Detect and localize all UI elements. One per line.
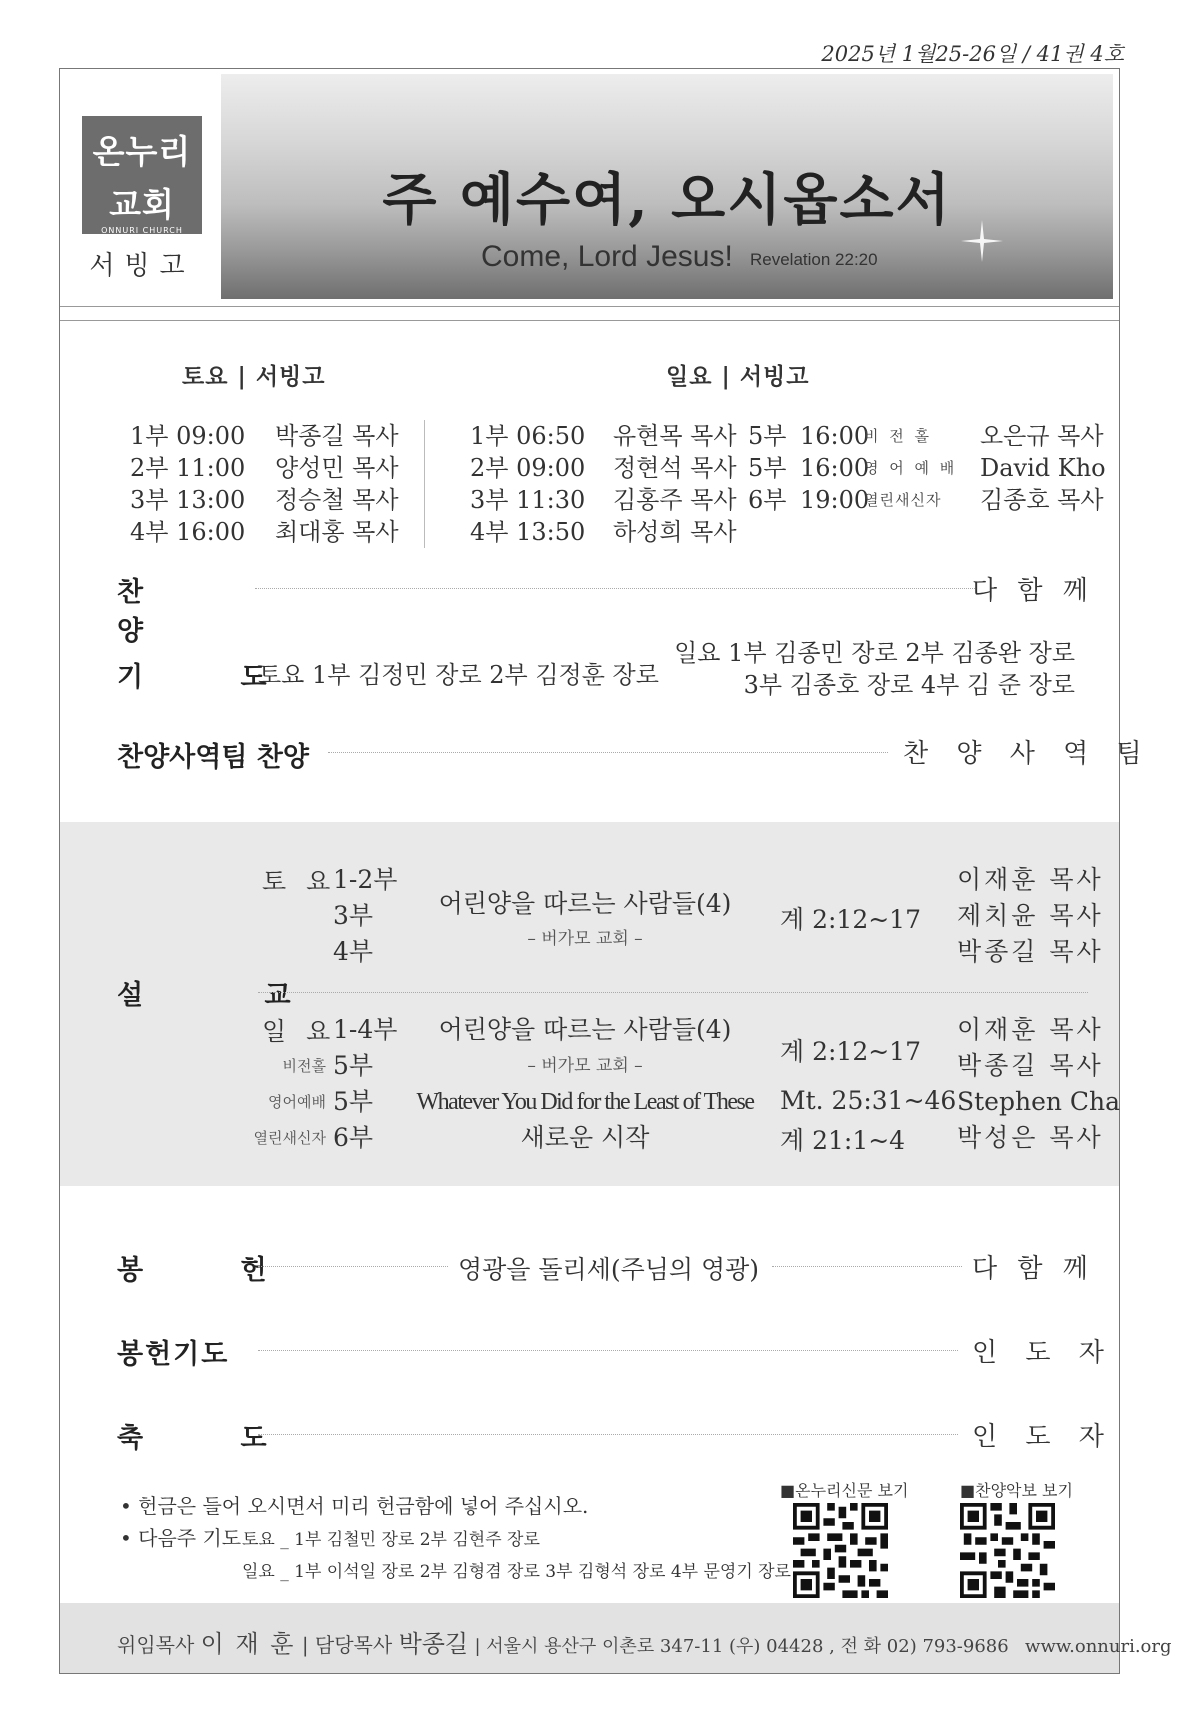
next-prayer-label: • 다음주 기도 [120,1526,242,1550]
sat-pastor: 박종길 목사 [275,422,399,450]
banner-title: 주 예수여, 오시옵소서 [382,167,952,233]
benediction-leader [258,1434,958,1435]
sun-sermon-pastor: Stephen Cha [957,1087,1121,1116]
english-sermon-title: Whatever You Did for the Least of These [416,1089,754,1115]
sun-extra-pastor: 김종호 목사 [980,486,1104,514]
sun-sermon-ref: 계 2:12~17 [780,1037,921,1066]
sun-extra-parts [748,420,786,516]
offering-leader-right [772,1266,962,1267]
sat-sermon-pastor: 박종길 목사 [957,937,1104,966]
benediction-label: 축 도 [117,1423,311,1454]
sat-time: 4부 16:00 [130,518,246,546]
sun-extra-pastor: 오은규 목사 [980,422,1104,450]
prayer-sat: 토요 1부 김정민 장로 2부 김정훈 장로 [258,661,659,689]
sun-time: 2부 09:00 [470,454,586,482]
sun-extra-pastor: David Kho [980,454,1106,482]
newspaper-qr-icon[interactable] [793,1503,888,1598]
sat-sermon-pastor: 제치윤 목사 [957,901,1104,930]
sun-sermon-pastor: 박종길 목사 [957,1051,1104,1080]
prayer-label: 기 도 [117,662,311,693]
sun-sermon-titles [400,1012,770,1156]
sat-pastors [275,420,399,548]
english-sermon-ref: Mt. 25:31~46 [780,1086,957,1115]
offering-label: 봉 헌 [117,1255,311,1286]
sat-parts [333,862,397,970]
church-website[interactable]: www.onnuri.org [1025,1636,1172,1657]
church-logo [82,116,202,234]
praise-label: 찬 양 [117,577,188,647]
banner-english: Come, Lord Jesus! [481,240,733,273]
location-label: 서빙고 [89,251,195,281]
sun-times [470,420,585,548]
sun-sermon-pastor: 박성은 목사 [957,1123,1104,1152]
sun-pastor: 유현목 목사 [613,422,737,450]
sun-extra-part: 5부 [748,422,787,450]
sparkle-icon [959,218,1005,264]
lead-pastor-name: 박종길 [398,1630,469,1658]
senior-pastor-label: 위임목사 [117,1633,195,1657]
header-divider [60,306,1119,307]
sat-pastor: 정승철 목사 [275,486,399,514]
footer-info [117,1624,1172,1659]
sun-extra-venues [864,420,957,516]
sun-extra-venue: 비 전 홀 [864,427,933,445]
next-prayer-sun: 일요 _ 1부 이석일 장로 2부 김형겸 장로 3부 김형석 장로 4부 문영기 장로 [242,1562,791,1582]
sat-time: 3부 13:00 [130,486,246,514]
issue-date: 2025년 1월25-26일 / 41권 4호 [821,42,1124,66]
sun-sermon-pastor: 이재훈 목사 [957,1015,1104,1044]
sat-times [130,420,245,548]
sun-time: 4부 13:50 [470,518,586,546]
sun-extra-part: 6부 [748,486,787,514]
logo-line2: 교회 [109,185,175,224]
sheetmusic-qr-icon[interactable] [960,1503,1055,1598]
banner-reference: Revelation 22:20 [750,250,878,269]
sun-venue: 열린새신자 [253,1129,326,1147]
church-address: | 서울시 용산구 이촌로 347-11 (우) 04428 , 전 화 02) 793-9686 [474,1636,1009,1657]
sun-pastor: 하성희 목사 [613,518,737,546]
sun-part: 5부 [333,1087,374,1116]
sun-venue [230,1012,326,1048]
sun-parts [333,1012,397,1156]
offering-leader-left [258,1266,448,1267]
prayer-sun2: 3부 김종호 장로 4부 김 준 장로 [743,671,1075,699]
sat-time: 2부 11:00 [130,454,246,482]
sat-part: 4부 [333,937,374,966]
sun-sermon-subtitle: – 버가모 교회 – [527,1056,643,1076]
sun-pastors [613,420,737,548]
senior-pastor-name: 이 재 훈 [200,1630,296,1658]
sun-extra-venue: 영 어 예 배 [864,459,958,477]
sun-extra-time: 16:00 [800,454,870,482]
new-believer-sermon-title: 새로운 시작 [520,1123,650,1152]
sun-sermon-pastors [957,1012,1120,1156]
new-believer-sermon-ref: 계 21:1~4 [780,1126,906,1155]
sun-sermon-title: 어린양을 따르는 사람들(4) [438,1015,732,1044]
sat-sermon-subtitle: – 버가모 교회 – [527,929,643,949]
sat-part: 3부 [333,901,374,930]
theme-banner [221,74,1113,299]
next-prayer-sat: 토요 _ 1부 김철민 장로 2부 김현주 장로 [242,1530,540,1550]
sun-day: 일 요 [262,1017,337,1046]
newspaper-qr-label: ■온누리신문 보기 [780,1481,909,1500]
sun-venues [230,1012,326,1156]
offering-prayer-right: 인 도 자 [972,1338,1114,1368]
sat-part: 1-2부 [333,865,398,894]
sun-time: 3부 11:30 [470,486,586,514]
sun-venue: 비전홀 [282,1057,326,1075]
lead-pastor-label: | 담당목사 [301,1633,393,1657]
sat-sermon-pastors [957,862,1104,970]
prayer-sun1: 일요 1부 김종민 장로 2부 김종완 장로 [674,639,1075,667]
sat-day: 토 요 [262,867,337,896]
sun-time: 1부 06:50 [470,422,586,450]
logo-line1: 온누리 [92,132,192,171]
sun-pastor: 정현석 목사 [613,454,737,482]
sermon-divider [258,992,1088,993]
offering-prayer-leader [258,1350,958,1351]
logo-english: ONNURI CHURCH [101,226,183,235]
sat-sermon-title: 어린양을 따르는 사람들(4) [438,889,732,918]
sat-heading: 토요 | 서빙고 [182,363,326,390]
team-label: 찬양사역팀 찬양 [117,742,309,773]
team-right: 찬 양 사 역 팀 [903,739,1152,769]
sat-sermon-pastor: 이재훈 목사 [957,865,1104,894]
sun-extra-time: 16:00 [800,422,870,450]
sun-heading: 일요 | 서빙고 [666,363,810,390]
offering-hymn: 영광을 돌리세(주님의 영광) [458,1255,760,1284]
sun-venue: 영어예배 [268,1093,326,1111]
benediction-right: 인 도 자 [972,1422,1114,1452]
sat-time: 1부 09:00 [130,422,246,450]
praise-right: 다 함 께 [972,576,1094,606]
sun-extra-pastors [980,420,1106,516]
sun-extra-times [800,420,869,516]
offering-prayer-label: 봉헌기도 [117,1339,230,1370]
offering-note: • 헌금은 들어 오시면서 미리 헌금함에 넣어 주십시오. [120,1494,589,1518]
sun-pastor: 김홍주 목사 [613,486,737,514]
sat-pastor: 양성민 목사 [275,454,399,482]
sun-part: 1-4부 [333,1015,398,1044]
sat-sermon-ref: 계 2:12~17 [780,905,921,934]
sat-pastor: 최대홍 목사 [275,518,399,546]
sermon-label: 설 교 [117,980,347,1011]
sun-extra-time: 19:00 [800,486,870,514]
sun-extra-part: 5부 [748,454,787,482]
header-divider-2 [60,320,1119,321]
team-leader [328,752,888,753]
sheetmusic-qr-label: ■찬양악보 보기 [960,1481,1073,1500]
praise-leader [255,588,975,589]
service-divider [424,420,425,548]
offering-right: 다 함 께 [972,1254,1094,1284]
sun-part: 6부 [333,1123,374,1152]
sun-extra-venue: 열린새신자 [864,491,942,509]
sun-part: 5부 [333,1051,374,1080]
